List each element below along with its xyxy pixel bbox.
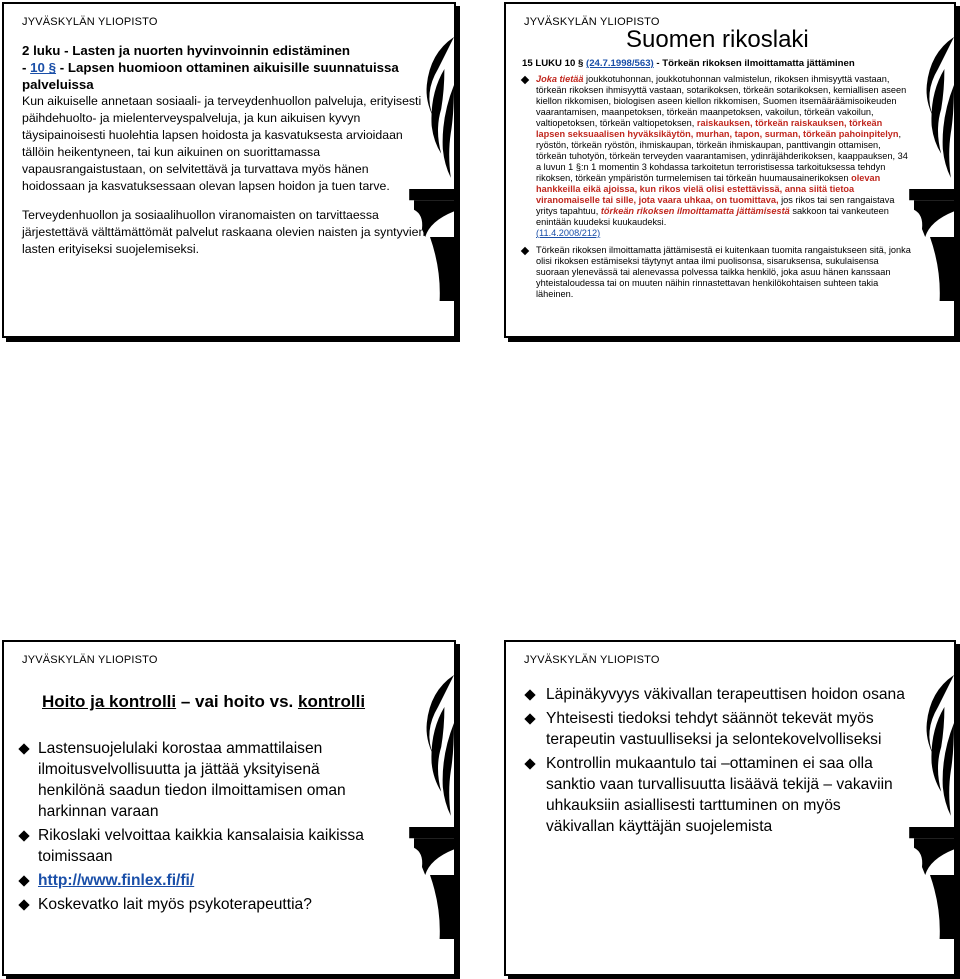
law-text: joukkotuhonnan, joukkotuhonnan valmistelun, rikoksen ihmisyyttä vastaan, törkeän rikoksen ihmisyyttä vastaan, sotarikoksen, törkeän sotarikoksen, kemiallisen aseen kiellon rikkomisen, biologisen aseen kiellon rikkomisen, Suomen itsemääräämisoikeuden vaarantamisen, maanpetoksen, törkeän maanpetoksen, vakoilun, törkeän vakoilun, valtiopetoksen, törkeän valtiopetoksen, — [536, 74, 907, 128]
heading-title: 2 luku - Lasten ja nuorten hyvinvoinnin edistäminen — [22, 43, 351, 58]
list-item-text: Koskevatko lait myös psykoterapeuttia? — [38, 896, 312, 913]
slide-3 — [2, 640, 456, 976]
diamond-bullet-icon — [18, 875, 29, 886]
list-item-text: Yhteisesti tiedoksi tehdyt säännöt tekevät myös terapeutin vastuulliseksi ja selontekovelvolliseksi — [546, 710, 882, 748]
law-item-1 — [522, 74, 912, 239]
diamond-bullet-icon — [521, 247, 529, 255]
diamond-bullet-icon — [18, 743, 29, 754]
list-item-text: Kontrollin mukaantulo tai –ottaminen ei saa olla sanktio vaan turvallisuutta lisäävä tekijä – vakaviin uhkauksiin asiallisesti tarttuminen on myös väkivallan käyttäjän suojelemista — [546, 755, 893, 835]
diamond-bullet-icon — [521, 76, 529, 84]
slide-2-title: Suomen rikoslaki — [626, 26, 809, 53]
law-date-link[interactable]: (24.7.1998/563) — [586, 58, 654, 69]
slide-3-list — [18, 738, 388, 918]
law-text: Törkeän rikoksen ilmoittamatta jättämisestä ei kuitenkaan tuomita rangaistukseen sitä, jonka olisi rikoksen estämiseksi täytynyt antaa ilmi puolisonsa, sisaruksensa, sukulaisensa suoraan ylenevässä tai alenevassa polvessa taikka henkilö, joka asuu hänen kanssaan yhteistaloudessa tai on muuten näihin rinnastettavan henkilökohtaisen suhteen takia läheinen. — [536, 245, 911, 299]
slide-1-body — [22, 42, 426, 258]
list-item — [18, 738, 388, 822]
title-part-c: kontrolli — [297, 692, 366, 711]
law-text: sakkoon tai vankeuteen enintään kuudeksi kuukaudeksi. — [536, 206, 889, 227]
university-label: JYVÄSKYLÄN YLIOPISTO — [524, 16, 660, 28]
diamond-bullet-icon — [524, 758, 535, 769]
list-item-text: Läpinäkyvyys väkivallan terapeuttisen hoidon osana — [546, 686, 905, 703]
list-item — [518, 753, 908, 837]
law-text: jos rikos tai sen rangaistava yritys tapahtuu, — [536, 195, 895, 216]
emphasis-text: raiskauksen, törkeän raiskauksen, törkeän lapsen seksuaalisen hyväksikäytön, murhan, tapon, surman, törkeän pahoinpitelyn — [536, 118, 899, 139]
law-rest: - Törkeän rikoksen ilmoittamatta jättäminen — [653, 58, 855, 69]
law-prefix: 15 LUKU 10 § — [522, 58, 586, 69]
paragraph-2: Terveydenhuollon ja sosiaalihuollon viranomaisten on tarvittaessa järjestettävä välttämättömät palvelut raskaana olevien naisten ja syntyvien lasten erityiseksi suojelemiseksi. — [22, 208, 426, 256]
slide-1 — [2, 2, 456, 338]
title-part-a: Hoito ja kontrolli — [42, 692, 177, 711]
law-item-2 — [522, 245, 912, 300]
university-label: JYVÄSKYLÄN YLIOPISTO — [22, 16, 158, 28]
heading-rest: - Lapsen huomioon ottaminen aikuisille suunnatuissa palveluissa — [22, 60, 399, 92]
law-text: , ryöstön, törkeän ryöstön, ihmiskaupan, törkeän ihmiskaupan, panttivangin ottamisen, törkeän tuhotyön, törkeän terveyden vaarantamisen, ydinräjähderikoksen, kaappauksen, 34 a luvun 1 §:n 1 momentin 3 kohdassa tarkoitetun terroristisessa tarkoituksessa tehdyn rikoksen, törkeän ympäristön turmelemisen tai törkeän huumausainerikoksen — [536, 129, 908, 183]
law-heading — [522, 58, 912, 69]
slide-2 — [504, 2, 956, 338]
torch-logo-icon — [406, 642, 454, 972]
finlex-link[interactable]: http://www.finlex.fi/fi/ — [38, 872, 195, 889]
slide-4-list — [518, 684, 908, 840]
diamond-bullet-icon — [18, 830, 29, 841]
list-item — [18, 870, 388, 891]
university-label: JYVÄSKYLÄN YLIOPISTO — [524, 654, 660, 666]
list-item-text: Lastensuojelulaki korostaa ammattilaisen ilmoitusvelvollisuutta ja jättää yksityisenä henkilönä saadun tiedon ilmoittamisen oman harkinnan varaan — [38, 740, 346, 820]
slide-1-heading — [22, 42, 426, 93]
emphasis-text: Joka tietää — [536, 74, 584, 84]
heading-dash: - — [22, 60, 31, 75]
diamond-bullet-icon — [18, 899, 29, 910]
diamond-bullet-icon — [524, 689, 535, 700]
slide-2-body — [522, 58, 912, 300]
paragraph-1: Kun aikuiselle annetaan sosiaali- ja terveydenhuollon palveluja, erityisesti päihdehuolto- ja mielenterveyspalveluja, ja kun aikuisen kyvyn täysipainoisesti huolehtia lapsen hoidosta ja kasvatuksesta arvioidaan tällöin heikentyneen, tai kun aikuinen on suorittamassa vapausrangaistustaan, on selvitettävä ja turvattava myös hänen hoidossaan ja kasvatuksessaan olevan lapsen hoidon ja tuen tarve. — [22, 94, 422, 193]
amendment-link[interactable]: (11.4.2008/212) — [536, 228, 601, 238]
section-10-link[interactable]: 10 § — [30, 60, 57, 75]
slide-4 — [504, 640, 956, 976]
emphasis-text: törkeän rikoksen ilmoittamatta jättämisestä — [600, 206, 790, 216]
diamond-bullet-icon — [524, 713, 535, 724]
list-item — [18, 825, 388, 867]
emphasis-text: olevan hankkeilla eikä ajoissa, kun rikos vielä olisi estettävissä, anna siitä tietoa viranomaiselle tai sille, jota vaara uhkaa, on tuomittava, — [536, 173, 881, 205]
list-item-text: Rikoslaki velvoittaa kaikkia kansalaisia kaikissa toimissaan — [38, 827, 364, 865]
university-label: JYVÄSKYLÄN YLIOPISTO — [22, 654, 158, 666]
list-item — [518, 708, 908, 750]
list-item — [518, 684, 908, 705]
title-part-b: – vai hoito vs. — [176, 692, 298, 711]
torch-logo-icon — [906, 642, 954, 972]
list-item — [18, 894, 388, 915]
torch-logo-icon — [906, 4, 954, 334]
slide-3-title — [42, 692, 365, 712]
